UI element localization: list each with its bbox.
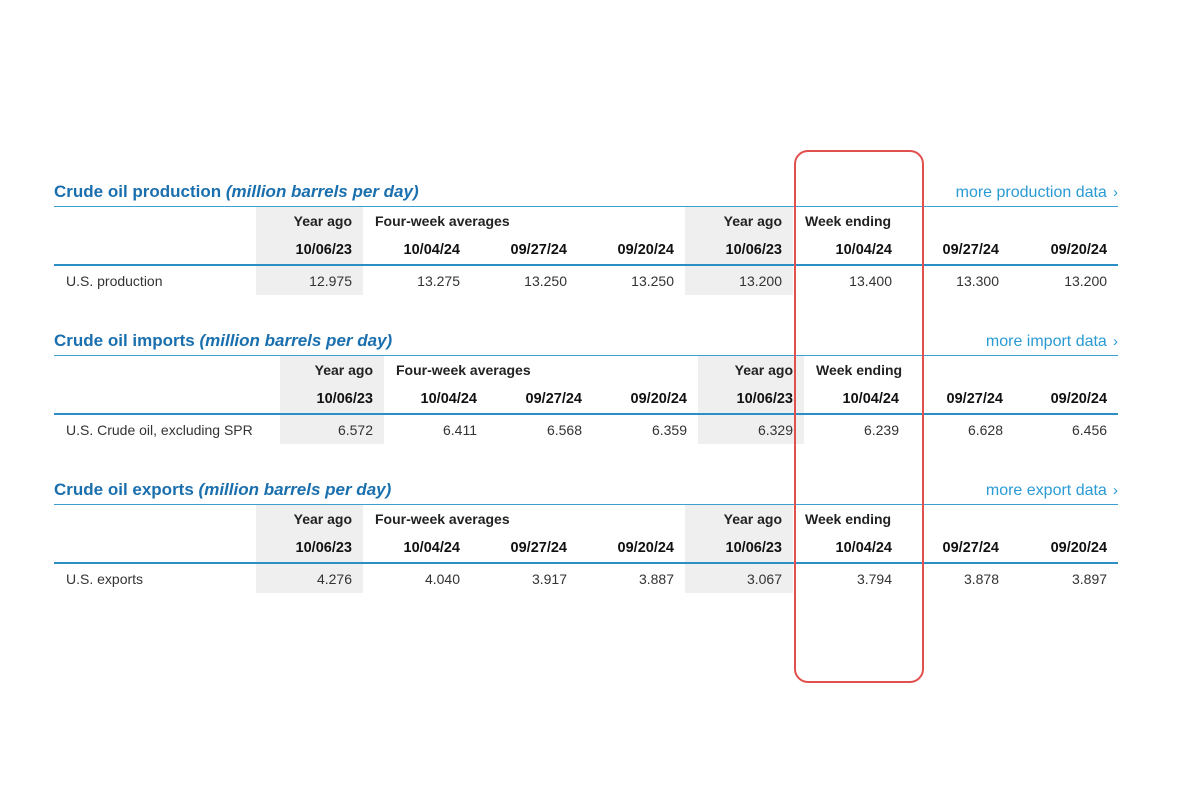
more-data-link[interactable] [986,482,1118,504]
group-header-row [54,207,1118,235]
section-title-main: Crude oil exports [54,480,194,499]
data-table [54,505,1118,593]
more-data-link-label: more import data [985,333,1107,350]
empty-cell [54,235,256,265]
year-ago-header-weekly: Year ago [698,356,804,384]
empty-cell [54,384,280,414]
table-row [54,563,1118,593]
value-cell: 3.067 [685,563,793,593]
week-ending-header: Week ending [805,511,892,527]
value-cell: 6.329 [698,414,804,444]
value-cell: 4.276 [256,563,363,593]
group-header-row [54,356,1118,384]
section-title [54,331,392,355]
section-title-unit: (million barrels per day) [198,480,392,499]
empty-cell [54,533,256,563]
date-header: 10/06/23 [256,533,363,563]
date-header: 09/20/24 [1010,235,1118,265]
section-title [54,480,391,504]
four-week-averages-header: Four-week averages [396,362,531,378]
value-cell: 4.040 [424,570,460,587]
value-cell: 6.359 [651,421,687,438]
date-header: 09/27/24 [471,235,578,265]
chevron-right-icon: › [1108,482,1118,499]
row-label: U.S. exports [66,570,144,587]
section-title [54,182,419,206]
four-week-averages-header: Four-week averages [375,511,510,527]
date-header: 10/04/24 [363,235,471,265]
date-header: 10/04/24 [384,384,488,414]
row-label: U.S. Crude oil, excluding SPR [66,421,253,438]
data-table [54,356,1118,444]
section-header [54,180,1118,207]
date-header: 09/27/24 [903,235,1010,265]
year-ago-header: Year ago [256,505,363,533]
section-1 [54,329,1118,444]
section-header [54,329,1118,356]
date-header-row [54,235,1118,265]
date-header: 09/20/24 [1014,384,1118,414]
more-data-link-label: more export data [985,482,1107,499]
week-ending-header: Week ending [816,362,903,378]
date-header: 09/27/24 [471,533,578,563]
value-cell: 13.275 [417,272,460,289]
date-header: 09/20/24 [578,533,685,563]
year-ago-header-weekly: Year ago [685,207,793,235]
date-header-row [54,384,1118,414]
value-cell: 3.897 [1071,570,1108,587]
section-title-unit: (million barrels per day) [199,331,393,350]
date-header: 09/27/24 [910,384,1014,414]
year-ago-header-weekly: Year ago [685,505,793,533]
row-label: U.S. production [66,272,163,289]
date-header-row [54,533,1118,563]
value-cell: 6.411 [443,421,477,438]
year-ago-header: Year ago [280,356,384,384]
value-cell: 3.917 [531,570,567,587]
year-ago-header: Year ago [256,207,363,235]
value-cell: 6.628 [967,421,1003,438]
table-row [54,265,1118,295]
more-data-link[interactable] [986,333,1118,355]
empty-cell [54,207,256,235]
group-header-row [54,505,1118,533]
value-cell: 6.456 [1071,421,1108,438]
value-cell: 13.400 [849,272,892,289]
section-title-unit: (million barrels per day) [225,182,419,201]
date-header: 10/06/23 [256,235,363,265]
section-2 [54,478,1118,593]
date-header: 10/04/24 [363,533,471,563]
value-cell: 13.200 [1064,272,1108,289]
value-cell: 6.568 [546,421,582,438]
date-header: 10/04/24 [804,384,910,414]
date-header: 10/06/23 [685,235,793,265]
data-table [54,207,1118,295]
date-header: 09/20/24 [578,235,685,265]
date-header: 09/20/24 [593,384,698,414]
value-cell: 6.239 [863,421,899,438]
date-header: 10/06/23 [685,533,793,563]
empty-cell [54,356,280,384]
value-cell: 13.300 [956,272,999,289]
empty-cell [54,505,256,533]
date-header: 09/27/24 [488,384,593,414]
chevron-right-icon: › [1108,184,1118,201]
date-header: 09/20/24 [1010,533,1118,563]
chevron-right-icon: › [1108,333,1118,350]
week-ending-header: Week ending [805,213,892,229]
value-cell: 3.887 [638,570,674,587]
section-title-main: Crude oil imports [54,331,195,350]
date-header: 10/04/24 [793,533,903,563]
more-data-link-label: more production data [955,184,1107,201]
value-cell: 13.200 [685,265,793,295]
date-header: 09/27/24 [903,533,1010,563]
value-cell: 3.794 [856,570,892,587]
value-cell: 6.572 [280,414,384,444]
value-cell: 3.878 [963,570,999,587]
value-cell: 13.250 [631,272,674,289]
more-data-link[interactable] [956,184,1118,206]
date-header: 10/06/23 [698,384,804,414]
date-header: 10/06/23 [280,384,384,414]
section-0 [54,180,1118,295]
date-header: 10/04/24 [793,235,903,265]
section-title-main: Crude oil production [54,182,222,201]
four-week-averages-header: Four-week averages [375,213,510,229]
value-cell: 13.250 [524,272,567,289]
value-cell: 12.975 [256,265,363,295]
section-header [54,478,1118,505]
table-row [54,414,1118,444]
